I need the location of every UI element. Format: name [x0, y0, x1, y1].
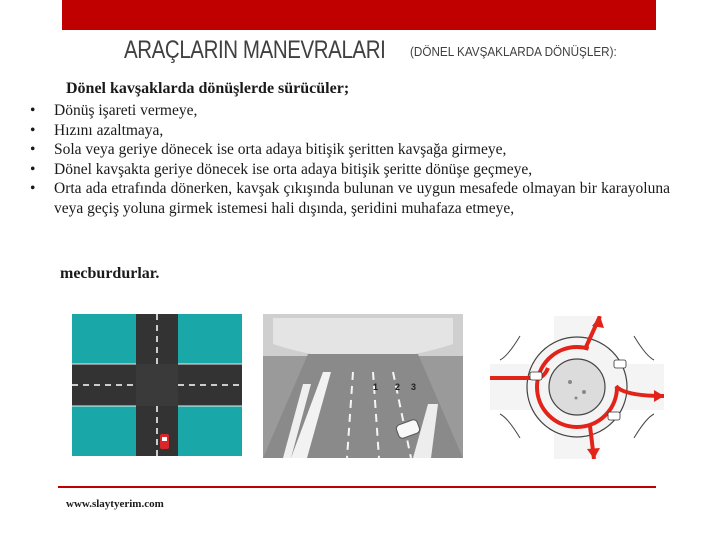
footer-source: www.slaytyerim.com [66, 498, 164, 510]
list-item [30, 160, 670, 180]
bullet-text: Orta ada etrafında dönerken, kavşak çıkışında bulunan ve uygun mesafede olmayan bir karayoluna veya geçiş yoluna girmek istemesi hali dışında, şeridini muhafaza etmeye, [54, 180, 670, 217]
roundabout-illustration [490, 316, 664, 459]
slide-title [124, 36, 617, 65]
bullet-list [30, 101, 670, 218]
title-main: ARAÇLARIN MANEVRALARI [124, 36, 386, 64]
list-item [30, 179, 670, 218]
lane-number-2: 2 [395, 382, 401, 392]
intro-text: Dönel kavşaklarda dönüşlerde sürücüler; [66, 80, 350, 97]
footer-divider [58, 486, 656, 488]
list-item [30, 101, 670, 121]
bullet-dot-icon: • [30, 180, 36, 197]
closing-text: mecburdurlar. [60, 265, 160, 282]
bullet-dot-icon: • [30, 102, 36, 119]
bullet-text: Dönüş işareti vermeye, [54, 102, 198, 119]
list-item [30, 121, 670, 141]
lane-number-1: 1 [373, 382, 379, 392]
bullet-text: Sola veya geriye dönecek ise orta adaya bitişik şeritten kavşağa girmeye, [54, 141, 507, 158]
top-accent-bar [62, 0, 656, 30]
bullet-dot-icon: • [30, 121, 36, 139]
bullet-text: Dönel kavşakta geriye dönecek ise orta adaya bitişik şeritte dönüşe geçmeye, [54, 160, 533, 178]
bullet-dot-icon: • [30, 141, 36, 158]
lane-road-illustration [263, 314, 463, 458]
bullet-text: Hızını azaltmaya, [54, 121, 164, 139]
bullet-dot-icon: • [30, 160, 36, 178]
intersection-illustration [72, 314, 242, 456]
lane-number-3: 3 [411, 382, 417, 392]
title-sub: (DÖNEL KAVŞAKLARDA DÖNÜŞLER): [410, 44, 617, 59]
list-item [30, 140, 670, 160]
